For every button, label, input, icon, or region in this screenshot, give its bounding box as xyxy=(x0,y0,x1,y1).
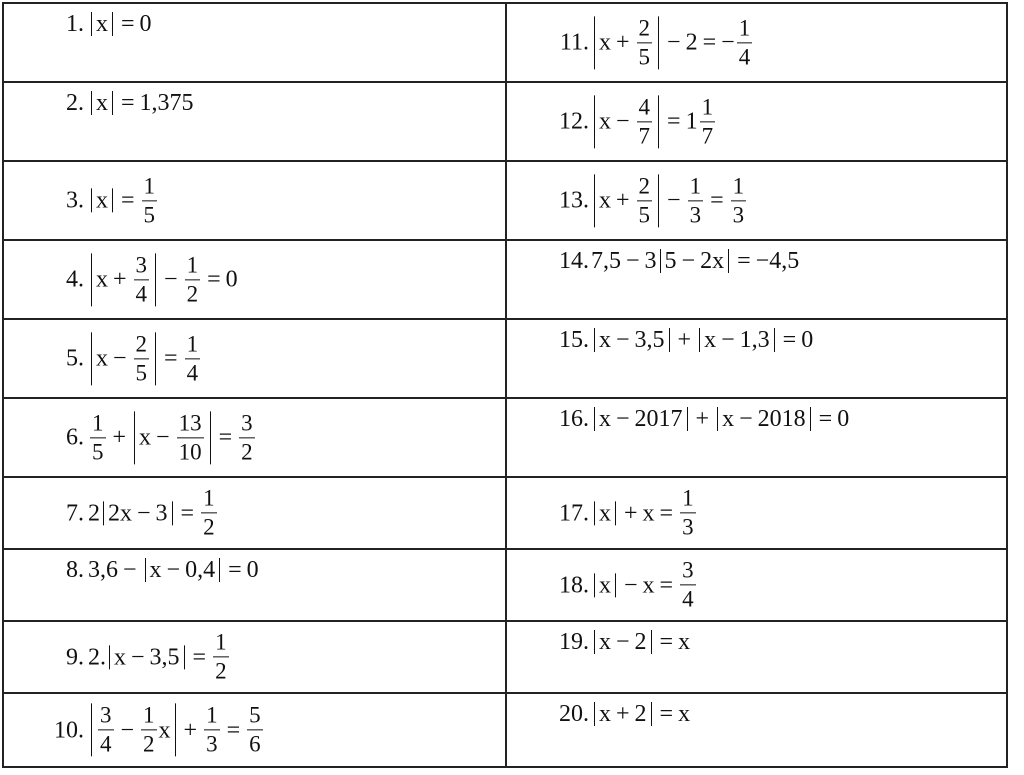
table-row xyxy=(4,399,1006,478)
table-row xyxy=(4,162,1006,241)
equation-cell xyxy=(507,4,1006,81)
math-token: 3,5 xyxy=(149,644,180,670)
equation-cell xyxy=(507,478,1006,548)
math-token: x xyxy=(599,406,611,432)
operator: − xyxy=(616,629,630,655)
math-token: 0 xyxy=(246,557,259,583)
operator: − xyxy=(166,557,181,583)
math-token: x xyxy=(114,644,126,670)
operator: − xyxy=(120,717,135,743)
operator: + xyxy=(616,29,630,56)
table-row xyxy=(4,622,1006,694)
operator: = xyxy=(226,717,241,743)
math-token: x xyxy=(704,327,717,353)
operator: = xyxy=(702,29,717,56)
denominator: 3 xyxy=(689,202,702,227)
fraction xyxy=(700,95,716,148)
equation-5 xyxy=(4,332,202,385)
operator: + xyxy=(616,187,630,214)
denominator: 5 xyxy=(143,202,156,227)
operator: = xyxy=(737,248,751,274)
operator: = xyxy=(782,327,797,353)
math-token: x xyxy=(96,90,108,116)
table-row xyxy=(4,478,1006,550)
equation-2 xyxy=(4,91,194,115)
numerator: 5 xyxy=(247,703,263,730)
equation-cell xyxy=(507,320,1006,397)
abs-value xyxy=(91,332,156,385)
numerator: 3 xyxy=(680,558,696,585)
denominator: 2 xyxy=(143,731,155,757)
numerator: 4 xyxy=(637,95,653,122)
math-token: x xyxy=(642,572,655,598)
numerator: 1 xyxy=(680,486,696,513)
fraction xyxy=(247,703,263,756)
fraction xyxy=(141,703,157,756)
fraction xyxy=(177,411,204,464)
equation-number: 3. xyxy=(66,187,84,214)
fraction xyxy=(637,95,653,148)
operator: − xyxy=(624,572,638,598)
math-token: 2 xyxy=(634,629,647,655)
abs-value xyxy=(699,328,775,352)
operator: = xyxy=(121,187,135,214)
table-row xyxy=(4,320,1006,399)
math-token: x xyxy=(678,701,691,727)
numerator: 1 xyxy=(142,174,158,201)
operator: = xyxy=(818,406,833,432)
numerator: 13 xyxy=(177,411,204,438)
math-token: x xyxy=(678,629,691,655)
operator: + xyxy=(695,406,710,432)
equation-4 xyxy=(4,253,238,306)
numerator: 1 xyxy=(731,174,747,201)
math-token: 3,5 xyxy=(634,327,665,353)
equation-cell xyxy=(4,162,505,239)
operator: = xyxy=(207,266,221,293)
math-token: x xyxy=(599,500,611,526)
equation-number: 20. xyxy=(559,701,589,727)
table-row xyxy=(4,694,1006,766)
math-token: 2x xyxy=(108,500,132,526)
equation-number: 19. xyxy=(559,629,589,655)
operator: + xyxy=(677,327,692,353)
equation-cell xyxy=(507,694,1006,766)
math-token: x xyxy=(599,187,611,214)
abs-value xyxy=(594,702,652,726)
numerator: 1 xyxy=(185,332,201,359)
operator: − xyxy=(616,406,630,432)
fraction xyxy=(637,16,653,69)
fraction xyxy=(201,486,217,539)
equation-number: 10. xyxy=(54,717,84,743)
math-token: x xyxy=(599,572,611,598)
math-token: 0 xyxy=(801,327,814,353)
operator: = xyxy=(180,500,195,526)
math-token: − xyxy=(755,248,770,274)
operator: = xyxy=(659,572,674,598)
abs-value xyxy=(594,16,659,69)
math-token: 1 xyxy=(685,108,698,135)
abs-value xyxy=(134,411,211,464)
numerator: 3 xyxy=(134,253,150,280)
operator: + xyxy=(624,500,638,526)
math-token: x xyxy=(139,424,152,451)
denominator: 4 xyxy=(738,44,751,69)
equation-number: 15. xyxy=(559,327,589,353)
denominator: 5 xyxy=(638,44,651,69)
math-token: x xyxy=(722,406,735,432)
fraction xyxy=(213,630,229,683)
table-row xyxy=(4,83,1006,162)
operator: = xyxy=(659,701,674,727)
equation-cell xyxy=(4,399,505,476)
denominator: 10 xyxy=(178,439,202,464)
equation-number: 6. xyxy=(66,424,84,451)
denominator: 4 xyxy=(682,586,694,612)
math-token: x xyxy=(599,108,611,135)
equation-7 xyxy=(4,486,219,539)
denominator: 3 xyxy=(206,731,218,757)
abs-value xyxy=(660,249,730,273)
equation-number: 14. xyxy=(559,248,589,274)
operator: + xyxy=(616,701,630,727)
denominator: 2 xyxy=(186,281,199,306)
denominator: 2 xyxy=(203,514,215,540)
equation-number: 2. xyxy=(66,90,84,116)
denominator: 5 xyxy=(135,360,148,385)
math-token: 2. xyxy=(88,644,106,670)
equation-cell xyxy=(4,241,505,318)
operator: = xyxy=(121,11,135,37)
abs-value xyxy=(91,253,156,306)
equation-cell xyxy=(4,622,505,692)
table-row xyxy=(4,241,1006,320)
abs-value xyxy=(145,558,221,582)
fraction xyxy=(142,174,158,227)
denominator: 3 xyxy=(732,202,745,227)
math-token: 3,6 xyxy=(88,557,118,583)
abs-value xyxy=(594,95,659,148)
math-token: 2 xyxy=(88,500,100,526)
fraction xyxy=(90,411,106,464)
equation-17 xyxy=(507,486,698,539)
math-token: 4,5 xyxy=(769,248,800,274)
numerator: 1 xyxy=(688,174,704,201)
math-token: 2017 xyxy=(634,406,683,432)
fraction xyxy=(185,332,201,385)
equations-table xyxy=(2,2,1008,768)
operator: + xyxy=(112,424,127,451)
numerator: 1 xyxy=(737,16,753,43)
math-token: x xyxy=(96,266,108,293)
denominator: 2 xyxy=(215,658,227,684)
operator: − xyxy=(131,644,145,670)
equation-8 xyxy=(4,558,259,582)
math-token: x xyxy=(158,717,171,743)
equation-number: 17. xyxy=(559,500,589,526)
operator: = xyxy=(164,345,178,372)
operator: − xyxy=(626,248,640,274)
equation-cell xyxy=(507,399,1006,476)
operator: = xyxy=(710,187,724,214)
equation-number: 16. xyxy=(559,406,589,432)
math-token: x xyxy=(599,701,611,727)
operator: − xyxy=(616,108,630,135)
abs-value xyxy=(109,645,185,669)
equation-cell xyxy=(4,4,505,81)
abs-value xyxy=(594,174,659,227)
numerator: 1 xyxy=(185,253,201,280)
equation-11 xyxy=(507,16,754,69)
denominator: 4 xyxy=(135,281,148,306)
abs-value xyxy=(91,91,113,115)
numerator: 1 xyxy=(141,703,157,730)
abs-value xyxy=(594,501,616,525)
equation-9 xyxy=(4,630,231,683)
table-row xyxy=(4,550,1006,622)
numerator: 2 xyxy=(637,174,653,201)
operator: − xyxy=(164,266,178,293)
numerator: 3 xyxy=(239,411,255,438)
operator: = xyxy=(659,500,674,526)
numerator: 1 xyxy=(201,486,217,513)
math-token: 0 xyxy=(225,266,238,293)
operator: − xyxy=(667,29,681,56)
fraction xyxy=(680,558,696,611)
operator: − xyxy=(123,557,137,583)
fraction xyxy=(185,253,201,306)
abs-value xyxy=(103,501,173,525)
operator: − xyxy=(721,327,735,353)
math-token: x xyxy=(149,557,162,583)
operator: − xyxy=(156,424,170,451)
numerator: 2 xyxy=(134,332,150,359)
abs-value xyxy=(594,328,670,352)
equation-cell xyxy=(507,162,1006,239)
numerator: 1 xyxy=(213,630,229,657)
fraction xyxy=(98,703,114,756)
abs-value xyxy=(91,703,176,756)
abs-value xyxy=(717,407,811,431)
equation-20 xyxy=(507,702,690,726)
math-token: 2x xyxy=(700,248,725,274)
operator: − xyxy=(739,406,753,432)
operator: = xyxy=(659,629,674,655)
abs-value xyxy=(594,630,652,654)
operator: = xyxy=(228,557,242,583)
math-token: 1,3 xyxy=(739,327,770,353)
numerator: 3 xyxy=(98,703,114,730)
denominator: 7 xyxy=(701,123,714,148)
abs-value xyxy=(91,189,113,213)
equation-10 xyxy=(4,703,265,756)
equation-cell xyxy=(4,478,505,548)
math-token: 3 xyxy=(644,248,657,274)
equation-cell xyxy=(4,320,505,397)
equation-1 xyxy=(4,12,152,36)
equation-number: 4. xyxy=(66,266,84,293)
operator: − xyxy=(667,187,681,214)
fraction xyxy=(637,174,653,227)
operator: + xyxy=(113,266,127,293)
math-token: 5 xyxy=(664,248,677,274)
math-token: 2 xyxy=(634,701,647,727)
math-token: 3 xyxy=(155,500,168,526)
equation-16 xyxy=(507,407,849,431)
numerator: 1 xyxy=(204,703,220,730)
operator: − xyxy=(137,500,151,526)
denominator: 5 xyxy=(92,439,104,464)
fraction xyxy=(680,486,696,539)
fraction xyxy=(737,16,753,69)
fraction xyxy=(134,253,150,306)
equation-15 xyxy=(507,328,813,352)
denominator: 4 xyxy=(100,731,112,757)
denominator: 3 xyxy=(682,514,694,540)
operator: = xyxy=(667,108,681,135)
math-token: 0 xyxy=(139,11,152,37)
numerator: 1 xyxy=(90,411,106,438)
operator: − xyxy=(113,345,127,372)
denominator: 7 xyxy=(638,123,651,148)
equation-number: 1. xyxy=(66,11,84,37)
equation-18 xyxy=(507,558,698,611)
math-token: x xyxy=(599,29,611,56)
equation-cell xyxy=(507,550,1006,620)
equation-number: 11. xyxy=(559,29,589,56)
equation-number: 7. xyxy=(66,500,84,526)
denominator: 2 xyxy=(241,439,253,464)
operator: + xyxy=(183,717,198,743)
table-row xyxy=(4,4,1006,83)
fraction xyxy=(239,411,255,464)
equation-number: 18. xyxy=(559,572,589,598)
abs-value xyxy=(594,407,688,431)
denominator: 5 xyxy=(638,202,651,227)
equation-number: 9. xyxy=(66,644,84,670)
equation-14 xyxy=(507,249,799,273)
numerator: 2 xyxy=(637,16,653,43)
equation-number: 5. xyxy=(66,345,84,372)
equation-cell xyxy=(507,622,1006,692)
equation-cell xyxy=(4,694,505,766)
operator: − xyxy=(616,327,630,353)
operator: = xyxy=(121,90,135,116)
equation-13 xyxy=(507,174,748,227)
operator: − xyxy=(681,248,696,274)
math-token: x xyxy=(642,500,655,526)
numerator: 1 xyxy=(700,95,716,122)
math-token: x xyxy=(96,11,108,37)
equation-number: 8. xyxy=(66,557,84,583)
equation-cell xyxy=(4,550,505,620)
equation-cell xyxy=(507,241,1006,318)
equation-12 xyxy=(507,95,717,148)
equation-cell xyxy=(507,83,1006,160)
math-token: x xyxy=(96,345,108,372)
equation-19 xyxy=(507,630,690,654)
math-token: x xyxy=(599,629,611,655)
fraction xyxy=(204,703,220,756)
operator: = xyxy=(192,644,207,670)
abs-value xyxy=(594,573,616,597)
abs-value xyxy=(91,12,113,36)
equation-cell xyxy=(4,83,505,160)
math-token: 7,5 xyxy=(591,248,621,274)
math-token: x xyxy=(599,327,611,353)
equation-number: 12. xyxy=(559,108,589,135)
math-token: − xyxy=(721,29,735,56)
fraction xyxy=(688,174,704,227)
math-token: 0,4 xyxy=(185,557,216,583)
math-token: 0 xyxy=(837,406,850,432)
equation-number: 13. xyxy=(559,187,589,214)
math-token: x xyxy=(96,187,108,214)
operator: = xyxy=(218,424,233,451)
fraction xyxy=(134,332,150,385)
denominator: 4 xyxy=(186,360,199,385)
math-token: 1,375 xyxy=(139,90,194,116)
denominator: 6 xyxy=(249,731,261,757)
fraction xyxy=(731,174,747,227)
math-token: 2018 xyxy=(757,406,806,432)
equation-6 xyxy=(4,411,257,464)
math-token: 2 xyxy=(685,29,698,56)
equation-3 xyxy=(4,174,159,227)
